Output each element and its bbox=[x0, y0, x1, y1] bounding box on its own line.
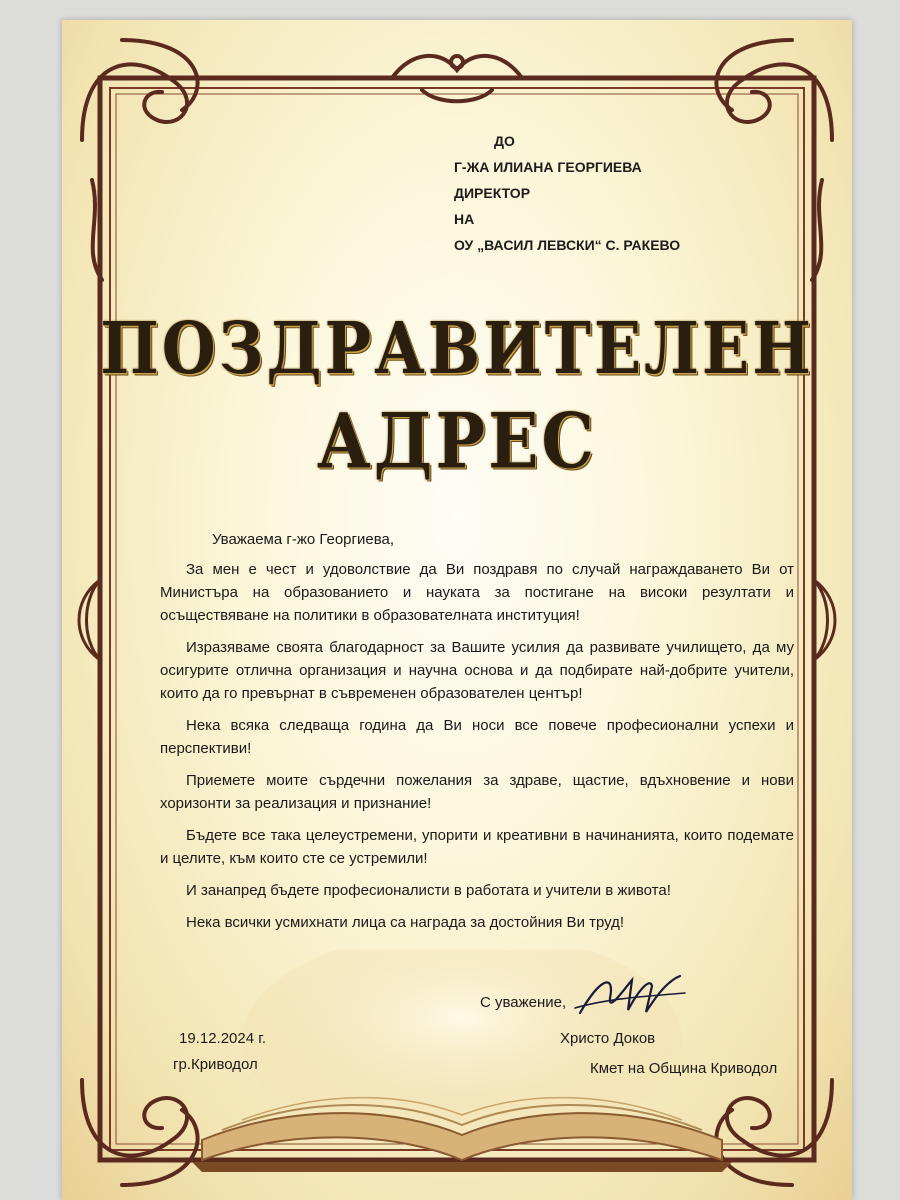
recipient-position: ДИРЕКТОР bbox=[454, 185, 531, 201]
title-line-1: ПОЗДРАВИТЕЛЕН bbox=[100, 306, 814, 391]
paragraph: Приемете моите сърдечни пожелания за здраве, щастие, вдъхновение и нови хоризонти за реализация и признание! bbox=[160, 772, 794, 812]
handwritten-signature bbox=[570, 968, 690, 1028]
paragraph: За мен е чест и удоволствие да Ви поздравя по случай награждаването Ви от Министъра на образованието и науката за постигане на високи резултати и осъществяване на политики в образователната институция! bbox=[160, 561, 794, 624]
recipient-of: НА bbox=[454, 211, 475, 227]
paragraph: Нека всяка следваща година да Ви носи все повече професионални успехи и перспективи! bbox=[160, 717, 794, 757]
document-place: гр.Криводол bbox=[173, 1056, 258, 1073]
title-line-2: АДРЕС bbox=[317, 396, 597, 486]
paragraph: Нека всички усмихнати лица са награда за достойния Ви труд! bbox=[186, 914, 625, 931]
recipient-block bbox=[454, 128, 680, 258]
letter-body bbox=[160, 528, 794, 943]
signer-title: Кмет на Община Криводол bbox=[590, 1060, 778, 1077]
closing-regards: С уважение, bbox=[480, 994, 567, 1011]
certificate-paper bbox=[62, 20, 852, 1200]
recipient-name: Г-ЖА ИЛИАНА ГЕОРГИЕВА bbox=[454, 159, 642, 175]
greeting: Уважаема г-жо Георгиева, bbox=[212, 531, 395, 548]
paragraph: Бъдете все така целеустремени, упорити и креативни в начинанията, които подемате и целите, към които сте се устремили! bbox=[160, 827, 794, 867]
recipient-to: ДО bbox=[494, 133, 515, 149]
paragraph: И занапред бъдете професионалисти в работата и учители в живота! bbox=[186, 882, 671, 899]
document-date: 19.12.2024 г. bbox=[179, 1030, 267, 1047]
recipient-school: ОУ „ВАСИЛ ЛЕВСКИ“ С. РАКЕВО bbox=[454, 237, 681, 253]
signer-name: Христо Доков bbox=[560, 1030, 656, 1047]
paragraph: Изразяваме своята благодарност за Вашите усилия да развивате училището, да му осигурите отлична организация и научна основа и да подбирате най-добрите учители, които да го превърнат в съвременен образователен център! bbox=[160, 639, 794, 702]
